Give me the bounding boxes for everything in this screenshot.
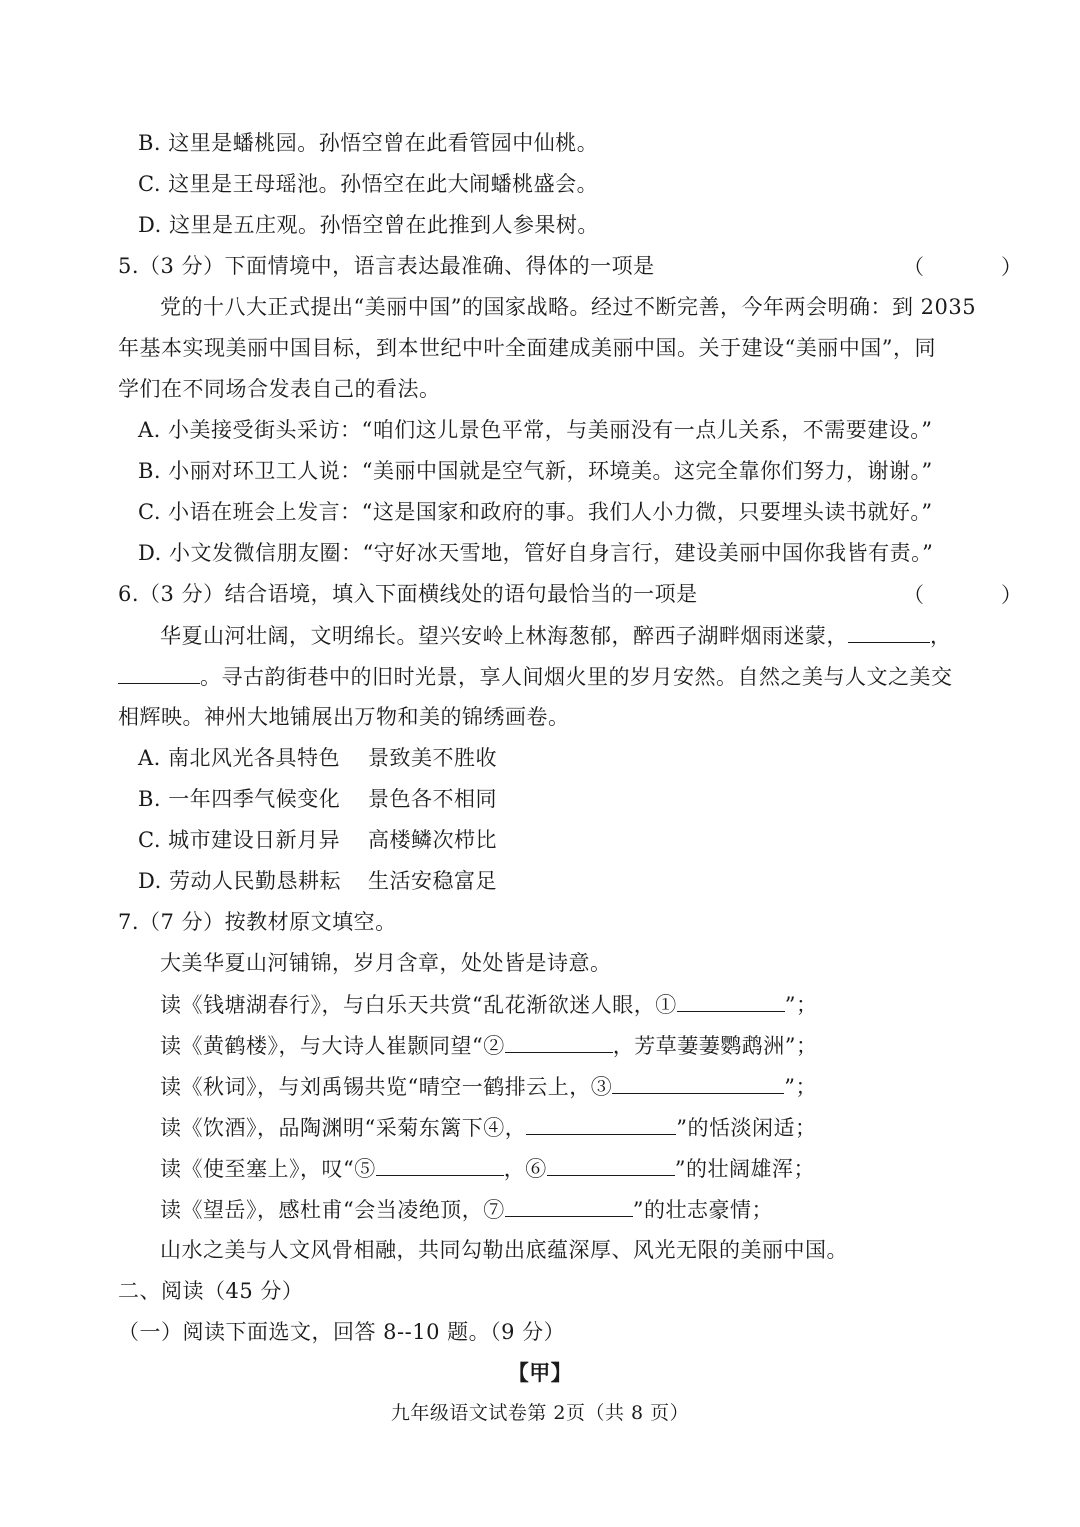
q7-line-2 — [0, 1030, 1080, 1061]
answer-blank[interactable] — [526, 1112, 676, 1135]
q6-option-b — [0, 784, 1080, 814]
q6-context-line1 — [0, 620, 1080, 651]
q7-outro: 山水之美与人文风骨相融，共同勾勒出底蕴深厚、风光无限的美丽中国。 — [160, 1238, 848, 1262]
q4-option-b: B. 这里是蟠桃园。孙悟空曾在此看管园中仙桃。 — [138, 131, 599, 155]
q4-option-d: D. 这里是五庄观。孙悟空曾在此推到人参果树。 — [138, 213, 599, 237]
q6-context-text-1: 华夏山河壮阔，文明绵长。望兴安岭上林海葱郁，醉西子湖畔烟雨迷蒙， — [160, 624, 848, 648]
section2-subtitle: （一）阅读下面选文，回答 8--10 题。（9 分） — [118, 1320, 566, 1344]
q7-line-2-end: ，芳草萋萋鹦鹉洲”； — [612, 1034, 818, 1058]
q6-option-a-part1: A. 南北风光各具特色 — [138, 746, 341, 770]
q5-stem: 5.（3 分）下面情境中，语言表达最准确、得体的一项是 — [118, 254, 655, 278]
q7-line-6-text: 读《望岳》，感杜甫“会当凌绝顶，⑦ — [160, 1198, 505, 1222]
q5-option-a: A. 小美接受街头采访：“咱们这儿景色平常，与美丽没有一点儿关系，不需要建设。” — [138, 418, 933, 442]
q6-option-c-part1: C. 城市建设日新月异 — [138, 828, 341, 852]
answer-blank[interactable] — [505, 1030, 613, 1053]
answer-blank[interactable] — [118, 661, 200, 684]
q7-line-5-end: ”的壮阔雄浑； — [674, 1157, 815, 1181]
q7-line-6-end: ”的壮志豪情； — [632, 1198, 773, 1222]
q7-line-2-text: 读《黄鹤楼》，与大诗人崔颢同望“② — [160, 1034, 505, 1058]
q6-context-line3: 相辉映。神州大地铺展出万物和美的锦绣画卷。 — [118, 705, 570, 729]
q5-context-line1: 党的十八大正式提出“美丽中国”的国家战略。经过不断完善，今年两会明确：到 2035 — [160, 295, 977, 319]
answer-blank[interactable] — [848, 620, 930, 643]
q6-context-comma: ， — [930, 624, 952, 648]
q6-option-c-part2: 高楼鳞次栉比 — [368, 828, 497, 852]
q6-option-c — [0, 825, 1080, 855]
q7-line-3-text: 读《秋词》，与刘禹锡共览“晴空一鹤排云上，③ — [160, 1075, 613, 1099]
q6-context-text-2: 。寻古韵街巷中的旧时光景，享人间烟火里的岁月安然。自然之美与人文之美交 — [200, 665, 953, 689]
q6-option-a — [0, 743, 1080, 773]
answer-blank[interactable] — [376, 1153, 504, 1176]
q7-line-4 — [0, 1112, 1080, 1143]
q7-line-3 — [0, 1071, 1080, 1102]
q7-line-5 — [0, 1153, 1080, 1184]
answer-blank[interactable] — [505, 1194, 633, 1217]
q7-line-1-text: 读《钱塘湖春行》，与白乐天共赏“乱花渐欲迷人眼，① — [160, 993, 677, 1017]
answer-blank[interactable] — [547, 1153, 675, 1176]
q5-answer-paren: （ ） — [903, 255, 1050, 279]
q6-option-b-part1: B. 一年四季气候变化 — [138, 787, 341, 811]
q6-stem: 6.（3 分）结合语境，填入下面横线处的语句最恰当的一项是 — [118, 582, 698, 606]
q7-stem: 7.（7 分）按教材原文填空。 — [118, 910, 397, 934]
q7-line-5-mid: ，⑥ — [503, 1157, 547, 1181]
q5-option-b: B. 小丽对环卫工人说：“美丽中国就是空气新，环境美。这完全靠你们努力，谢谢。” — [138, 459, 933, 483]
q5-option-c: C. 小语在班会上发言：“这是国家和政府的事。我们人小力微，只要埋头读书就好。” — [138, 500, 933, 524]
q4-option-c: C. 这里是王母瑶池。孙悟空在此大闹蟠桃盛会。 — [138, 172, 599, 196]
q7-line-6 — [0, 1194, 1080, 1225]
q5-context-line2: 年基本实现美丽中国目标，到本世纪中叶全面建成美丽中国。关于建设“美丽中国”，同 — [118, 336, 936, 360]
q7-line-4-text: 读《饮酒》，品陶渊明“采菊东篱下④， — [160, 1116, 527, 1140]
q6-option-d-part2: 生活安稳富足 — [368, 869, 497, 893]
q7-line-4-end: ”的恬淡闲适； — [676, 1116, 817, 1140]
q6-option-d — [0, 866, 1080, 896]
answer-blank[interactable] — [612, 1071, 784, 1094]
answer-blank[interactable] — [677, 989, 785, 1012]
q7-line-5-text: 读《使至塞上》，叹“⑤ — [160, 1157, 376, 1181]
q6-context-line2 — [0, 661, 1080, 692]
q6-answer-paren: （ ） — [903, 583, 1050, 607]
q7-intro: 大美华夏山河铺锦，岁月含章，处处皆是诗意。 — [160, 951, 612, 975]
q6-option-d-part1: D. 劳动人民勤恳耕耘 — [138, 869, 341, 893]
q7-line-1-end: ”； — [784, 993, 818, 1017]
q5-context-line3: 学们在不同场合发表自己的看法。 — [118, 377, 441, 401]
q7-line-3-end: ”； — [784, 1075, 817, 1099]
page-footer: 九年级语文试卷第 2页（共 8 页） — [390, 1402, 690, 1424]
q7-line-1 — [0, 989, 1080, 1020]
passage-label: 【甲】 — [507, 1360, 573, 1385]
q5-option-d: D. 小文发微信朋友圈：“守好冰天雪地，管好自身言行，建设美丽中国你我皆有责。” — [138, 541, 934, 565]
q6-option-b-part2: 景色各不相同 — [368, 787, 497, 811]
section2-title: 二、阅读（45 分） — [118, 1279, 304, 1303]
q6-option-a-part2: 景致美不胜收 — [368, 746, 497, 770]
